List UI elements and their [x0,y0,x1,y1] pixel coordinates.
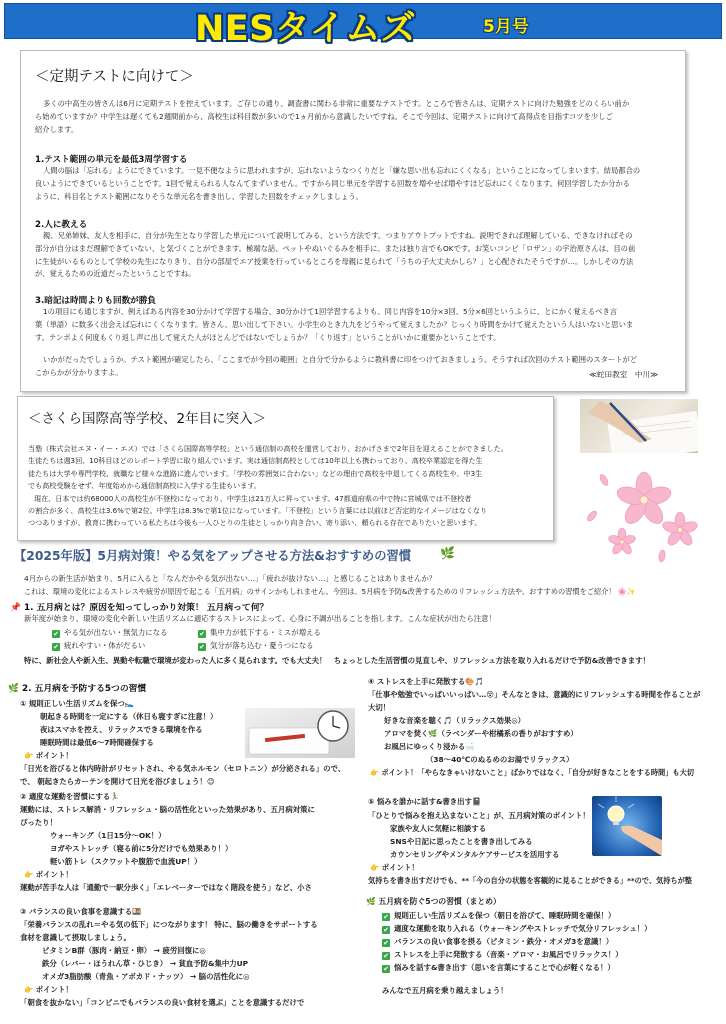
habit-2-item: ヨガやストレッチ（寝る前に5分だけでも効果あり！） [50,844,233,853]
exam-section-3-title: 3.暗記は時間よりも回数が勝負 [35,296,156,306]
habit-1-note: で、 朝起きたらカーテンを開けて日光を浴びましょう！😊 [20,777,215,786]
habit-2-item: 軽い筋トレ（スクワットや腹筋で血流UP！） [50,857,202,866]
habit-4-item: アロマを焚く🌿（ラベンダーや柑橘系の香りがおすすめ） [384,729,578,738]
habit-2-note: 運動が苦手な人は「通勤で一駅分歩く」「エレベーターではなく階段を使う」など、小さ [20,883,312,892]
habit-2-point: 👉 ポイント！ [24,870,73,879]
habit-5-item: SNSや日記に思ったことを書き出してみる [390,837,533,846]
habit-2-title: ② 適度な運動を習慣にする🏃‍♂️ [20,792,120,801]
habit-2-lead: 運動には、ストレス解消・リフレッシュ・脳の活性化といった効果があり、五月病対策に [20,805,315,814]
habit-5-item: カウンセリングやメンタルケアサービスを活用する [390,850,560,859]
exam-intro: 多くの中高生の皆さんは6月に定期テストを控えています。ご存じの通り、調査書に関わる非常に重要なテストです。ところで皆さんは、定期テストに向けた勉強をどのくらい前か ら始めていますか？中学生は遅くても2週間前から、高校生は科目数が多いので1ヵ月前から意識したいですね。そこで今回は、定期テストに向けて高得点を目指すコツを少しご 紹介します。 [35,99,630,134]
sakura-text: 当塾（株式会社エヌ・イー・エス）では「さくら国際高等学校」という通信制の高校を運営しており、おかげさまで2年目を迎えることができました。 生徒たちは週3回、10科目ほどのレポート学習に取り組んでいます。実は通信制高校としては10年以上も携わっており、高校卒業認定を得た生 徒たちは大学や専門学校、就職など様々な進路に進んでいます。「学校の雰囲気に合わない」などの理由で高校を中退してくる高校生や、中3生 でも高校受験をせず、年度始めから通信制高校に入学する生徒もいます。 現在、日本では約68000人の高校生が不登校になっており、中学生は21万人に昇っています。47都道府県の中で特に宮城県では不登校者 の割合が多く、高校生は3.6%で第2位、中学生は8.3%で第1位になっています。「不登校」という言葉には以前ほど否定的なイメージはなくなり つつありますが、教育に携わっている私たちは今後も一人ひとりの生徒としっかり向き合い、寄り添い、頼られる存在でありたいと思います。 [28,444,508,528]
symptom-item: ✔ 気分が落ち込む・憂うつになる [199,641,314,651]
sakura-title: ＜さくら国際高等学校、2年目に突入＞ [28,411,267,427]
symptom-item: ✔ 疲れやすい・体がだるい [53,641,146,651]
habit-1-item: 夜はスマホを控え、リラックスできる環境を作る [40,725,203,734]
habit-1-note: 「日光を浴びると体内時計がリセットされ、やる気ホルモン（セロトニン）が分泌される」ので、 [20,764,346,773]
checkbox-icon: ✔ [383,965,389,973]
exam-outro: いかがだったでしょうか。テスト範囲が確定したら、「ここまでが今回の範囲」と自分で分かるように教科書に印をつけておきましょう。そうすれば次回のテスト範囲のスタートがど こからかが分かりますよ。 [35,355,638,377]
habit-4-title: ④ ストレスを上手に発散する🎨🎵 [368,677,484,686]
newsletter-title: NESタイムズ [195,9,417,49]
habit-4-point: 👉 ポイント！「やらなきゃいけないこと」ばかりではなく、「自分が好きなことをする時間」も大切 [370,768,694,777]
masthead [4,3,722,49]
habit-3-point: 👉 ポイント！ [24,985,73,994]
habit-1-item: 睡眠時間は最低6〜7時間確保する [40,738,154,747]
sakura-article [17,396,554,541]
habit-3-lead: 食材を意識して摂取しましょう。 [20,933,131,942]
habit-1-item: 朝起きる時間を一定にする（休日も寝すぎに注意！） [40,712,218,721]
habit-4-item: お風呂にゆっくり浸かる🛁 [384,742,475,751]
section-2-heading: 🌿 2. 五月病を予防する5つの習慣 [8,684,147,694]
habit-4-item: （38〜40℃のぬるめのお湯でリラックス） [426,755,574,764]
summary-item: ✔ 悩みを話す&書き出す（思いを言葉にすることで心が軽くなる！） [383,963,615,973]
exam-section-3-text: 1の項目にも通じますが、例えばある内容を30分かけて学習する場合、30分かけて1回学習するよりも、同じ内容を10分×3回、5分×6回というふうに、とにかく覚えるべき言 葉（単語）に数多く出会えば忘れにくくなります。皆さん、思い出して下さい。小学生のとき九九をどうやって覚えましたか？じっくり時間をかけて覚えたという人はいないと思いま す。テンポよく何度もくり返し声に出して覚えた人がほとんどではないでしょうか？「くり返す」ということがいかに重要かということです。 [35,307,634,342]
habit-2-lead: ぴったり！ [20,818,57,827]
summary-item: ✔ 適度な運動を取り入れる（ウォーキングやストレッチで気分リフレッシュ！） [383,924,652,934]
habit-3-note: 「朝食を抜かない」「コンビニでもバランスの良い食材を選ぶ」ことを意識するだけで [20,998,305,1007]
section-1-heading: 📌 1. 五月病とは？原因を知ってしっかり対策！ 五月病って何？ [10,603,269,613]
habit-3-lead: 「栄養バランスの乱れ＝やる気の低下」につながります！ 特に、脳の働きをサポートする [20,920,318,929]
lightbulb-photo [592,796,662,856]
section-1-text: 新年度が始まり、環境の変化や新しい生活リズムに適応するストレスによって、心身に不調が出ることを指します。こんな症状が出たら注意！ [24,614,496,623]
checkbox-icon: ✔ [53,643,59,651]
leaf-icon: 🌿 [440,546,455,560]
exam-title: ＜定期テストに向けて＞ [35,69,194,85]
summary-title: 🌿 五月病を防ぐ5つの習慣（まとめ） [366,897,501,906]
checkbox-icon: ✔ [383,926,389,934]
habit-3-item: オメガ3脂肪酸（青魚・アボカド・ナッツ） → 脳の活性化に◎ [42,972,250,981]
symptom-item: ✔ 集中力が低下する・ミスが増える [199,628,321,638]
habit-4-lead: 大切！ [368,703,391,712]
habit-5-title: ⑤ 悩みを誰かに話す&書き出す📓 [368,797,482,806]
checkbox-icon: ✔ [383,952,389,960]
summary-item: ✔ バランスの良い食事を摂る（ビタミン・鉄分・オメガ3を意識！） [383,937,614,947]
may-sickness-title: 【2025年版】5月病対策！やる気をアップさせる方法&おすすめの習慣 [14,549,412,563]
exam-section-1-text: 人間の脳は「忘れる」ようにできています。一見不便なように思われますが、忘れないようなつくりだと「嫌な思い出も忘れにくくなる」ということになってしまいます。結局都合の 良いようにできているということです。1回で覚えられる人なんてまずいません。ですから同じ単元を学習する回数を増やせば増やすほど忘れにくくなります。何回学習したか分かる ように、科目名とテスト範囲になりそうな単元名を書き出し、学習した回数をチェックしましょう。 [35,166,641,201]
exam-signature: ≪蛇田教室 中川≫ [589,370,659,379]
habit-5-note: 気持ちを書き出すだけでも、**「今の自分の状態を客観的に見ることができる」**ので、気持ちが整 [368,876,692,885]
checkbox-icon: ✔ [383,939,389,947]
exam-section-2-text: 親、兄弟姉妹、友人を相手に、自分が先生となり学習した単元について説明してみる、という方法です。つまりアウトプットですね。説明できれば理解している、できなければその 部分が自分はまだ理解できていない、と気づくことができます。極端な話、ペットやぬいぐるみを相手に、または独り言でもOKです。お笑いコンビ「ロザン」の宇治原さんは、目の前 に生徒がいるものとして学校の先生になりきり、自分の部屋でエア授業を行っているところを母親に見られて「うちの子大丈夫かしら？」と心配されたそうですが…。しかしその方法 が、覚えるための近道だったということですね。 [35,231,636,279]
exam-article [20,50,686,392]
may-intro-2: これは、環境の変化によるストレスや疲労が原因で起こる「五月病」のサインかもしれません。今回は、5月病を予防&改善するためのリフレッシュ方法や、おすすめの習慣をご紹介！ 🌸✨ [24,587,636,596]
symptom-item: ✔ やる気が出ない・無気力になる [53,628,168,638]
habit-3-item: ビタミンB群（豚肉・納豆・卵） → 疲労回復に◎ [42,946,206,955]
issue-label: 5月号 [483,17,529,37]
cherry-blossom-illustration [562,456,702,566]
habit-3-item: 鉄分（レバー・ほうれん草・ひじき） → 貧血予防&集中力UP [42,959,249,968]
habit-4-lead: 「仕事や勉強でいっぱいいっぱい…😵」そんなときは、意識的にリフレッシュする時間を作ることが [368,690,701,699]
habit-5-item: 家族や友人に気軽に相談する [390,824,487,833]
habit-1-point: 👉 ポイント！ [24,751,73,760]
habit-3-title: ③ バランスの良い食事を意識する🍱 [20,907,142,916]
clock-photo [245,708,355,758]
studying-photo [580,399,698,453]
checkbox-icon: ✔ [53,630,59,638]
checkbox-icon: ✔ [383,913,389,921]
section-1-note: 特に、新社会人や新入生、異動や転職で環境が変わった人に多く見られます。でも大丈夫！ ちょっとした生活習慣の見直しや、リフレッシュ方法を取り入れるだけで予防&改善できます！ [24,656,650,665]
habit-1-title: ① 規則正しい生活リズムを保つ🛌 [20,699,134,708]
summary-item: ✔ ストレスを上手に発散する（音楽・アロマ・お風呂でリラックス！） [383,950,623,960]
habit-5-lead: 「ひとりで悩みを抱え込まないこと」が、五月病対策のポイント！ [368,811,590,820]
exam-section-2-title: 2.人に教える [35,220,88,230]
checkbox-icon: ✔ [199,643,205,651]
may-intro-1: 4月からの新生活が始まり、5月に入ると「なんだかやる気が出ない…」「疲れが抜けない…」と感じることはありませんか？ [24,574,437,583]
checkbox-icon: ✔ [199,630,205,638]
habit-5-point: 👉 ポイント！ [370,863,419,872]
summary-item: ✔ 規則正しい生活リズムを保つ（朝日を浴びて、睡眠時間を確保！） [383,911,616,921]
exam-section-1-title: 1.テスト範囲の単元を最低3周学習する [35,155,188,165]
habit-4-item: 好きな音楽を聴く🎵（リラックス効果◎） [384,716,526,725]
summary-closing: みんなで五月病を乗り越えましょう！ [382,986,508,995]
habit-2-item: ウォーキング（1日15分〜OK！） [50,831,166,840]
